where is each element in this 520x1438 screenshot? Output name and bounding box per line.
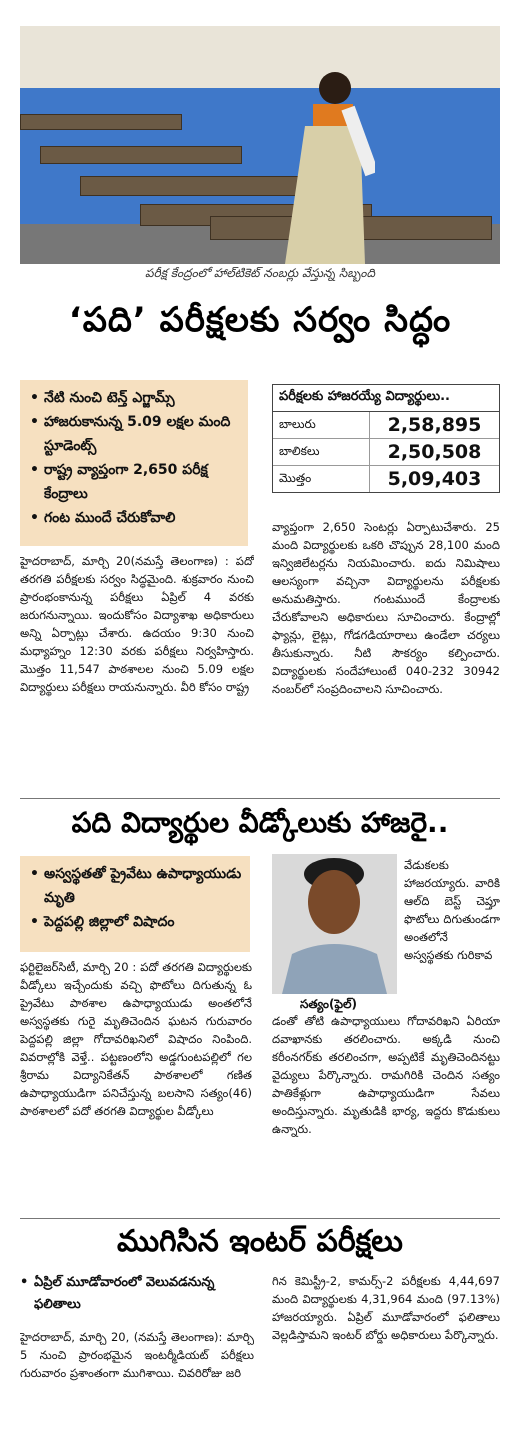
teacher-portrait xyxy=(272,854,397,994)
highlight-item: • రాష్ట్ర వ్యాప్తంగా 2,650 పరీక్ష కేంద్రాలు xyxy=(28,458,240,506)
story2-column-2: డంతో తోటి ఉపాధ్యాయులు గోదావరిఖని ఏరియా దవాఖానకు తరలించారు. అక్కడి నుంచి కరీంనగర్‌కు తరలించగా, అప్పటికే మృతిచెందినట్టు వైద్యులు పేర్కొన్నారు. రామగిరికి చెందిన సత్యం పాతికేళ్లుగా ఉపాధ్యాయుడిగా సేవలు అందిస్తున్నారు. మృతుడికి భార్య, ఇద్దరు కొడుకులు ఉన్నారు. xyxy=(272,1014,500,1136)
table-row xyxy=(273,412,499,439)
row-label: బాలికలు xyxy=(273,439,370,465)
divider xyxy=(20,1218,500,1219)
story1-highlights xyxy=(20,380,248,546)
exam-hall-photo xyxy=(20,26,500,264)
story1-headline: ‘పది’ పరీక్షలకు సర్వం సిద్ధం xyxy=(68,300,452,340)
row-value: 5,09,403 xyxy=(387,468,482,490)
highlight-item: • అస్వస్థతతో ప్రైవేటు ఉపాధ్యాయుడు మృతి xyxy=(28,862,242,910)
portrait-caption: సత్యం(ఫైల్) xyxy=(300,997,358,1011)
wall xyxy=(20,26,500,88)
highlight-item: • హాజరుకానున్న 5.09 లక్షల మంది స్టూడెంట్స్ xyxy=(28,410,240,458)
divider xyxy=(20,798,500,799)
photo-caption: పరీక్ష కేంద్రంలో హాల్‌టికెట్ నంబర్లు వేస్తున్న సిబ్బంది xyxy=(145,266,375,280)
bench xyxy=(20,114,182,130)
story1-column-1: హైదరాబాద్, మార్చి 20(నమస్తే తెలంగాణ) : పదో తరగతి పరీక్షలకు సర్వం సిద్ధమైంది. శుక్రవారం నుంచి ప్రారంభంకానున్న పరీక్షలు ఏప్రిల్ 4 వరకు జరుగనున్నాయి. ఇందుకోసం విద్యాశాఖ అధికారులు అన్ని ఏర్పాట్లు చేశారు. ఉదయం 9:30 నుంచి మధ్యాహ్నం 12:30 వరకు పరీక్షలు నిర్వహిస్తారు. మొత్తం 11,547 పాఠశాలల నుంచి 5.09 లక్షల విద్యార్థులు పరీక్షలు రాయనున్నారు. వీరి కోసం రాష్ట్ర xyxy=(20,554,254,694)
row-label: బాలురు xyxy=(273,412,370,438)
story3-headline: ముగిసిన ఇంటర్ పరీక్షలు xyxy=(117,1224,403,1259)
staff-member-figure xyxy=(265,66,375,264)
story2-side-text: వేడుకలకు హాజరయ్యారు. వారికి ఆల్‌ది బెస్ట్ చెప్తూ ఫొటోలు దిగుతుండగా అంతలోనే అస్వస్థతకు గురికావ xyxy=(404,858,500,962)
portrait-figure xyxy=(272,854,397,994)
story3-column-2: గిన కెమిస్ట్రీ-2, కామర్స్-2 పరీక్షలకు 4,44,697 మంది విద్యార్థులకు 4,31,964 మంది (97.13%) హాజరయ్యారు. ఏప్రిల్ మూడోవారంలో ఫలితాలు వెల్లడిస్తామని ఇంటర్ బోర్డు అధికారులు పేర్కొన్నారు. xyxy=(272,1274,500,1342)
story2-highlights xyxy=(20,856,250,952)
highlight-item: • నేటి నుంచి టెన్త్ ఎగ్జామ్స్ xyxy=(28,386,240,410)
highlight-text: ఏప్రిల్ మూడోవారంలో వెలువడనున్న ఫలితాలు xyxy=(34,1275,215,1312)
highlight-item: • గంట ముందే చేరుకోవాలి xyxy=(28,506,240,530)
story1-column-2: వ్యాప్తంగా 2,650 సెంటర్లు ఏర్పాటుచేశారు. 25 మంది విద్యార్థులకు ఒకరి చొప్పున 28,100 మంది ఇన్విజిలేటర్లను నియమించారు. ఐదు నిమిషాలు ఆలస్యంగా వచ్చినా విద్యార్థులను పరీక్షలకు అనుమతిస్తారు. గంటముందే కేంద్రాలకు చేరుకోవాలని అధికారులు సూచించారు. కేంద్రాల్లో ఫ్యాన్లు, లైట్లు, గోడగడియారాలు ఉండేలా చర్యలు తీసుకున్నారు. నీటి సౌకర్యం కల్పించారు. విద్యార్థులకు సందేహాలుంటే 040-232 30942 నంబర్‌లో సంప్రదించాలని సూచించారు. xyxy=(272,520,500,696)
story2-column-1: ఫర్టిలైజర్‌సిటీ, మార్చి 20 : పదో తరగతి విద్యార్థులకు వీడ్కోలు ఇచ్చేందుకు వచ్చి ఫొటోలు దిగుతున్న ఓ ప్రైవేటు పాఠశాల ఉపాధ్యాయుడు అంతలోనే అస్వస్థతకు గురై మృతిచెందిన ఘటన గురువారం పెద్దపల్లి జిల్లా గోదావరిఖనిలో విషాదం నింపింది. వివరాల్లోకి వెళ్తే.. పట్టణంలోని అడ్డగుంటపల్లిలో గల శ్రీరామ విద్యానికేతన్ పాఠశాలలో గణిత ఉపాధ్యాయుడిగా పనిచేస్తున్న బలసాని సత్యం(46) పాఠశాలలో పదో తరగతి విద్యార్థుల వీడ్కోలు xyxy=(20,960,252,1118)
story3-column-1: హైదరాబాద్, మార్చి 20, (నమస్తే తెలంగాణ): మార్చి 5 నుంచి ప్రారంభమైన ఇంటర్మీడియట్ పరీక్షలు గురువారం ప్రశాంతంగా ముగిశాయి. చివరిరోజు జరి xyxy=(20,1330,254,1380)
row-value: 2,50,508 xyxy=(387,441,482,463)
story3-highlights xyxy=(20,1272,254,1316)
story2-headline: పది విద్యార్థుల వీడ్కోలుకు హాజరై.. xyxy=(71,806,449,839)
table-row xyxy=(273,466,499,492)
table-row xyxy=(273,439,499,466)
bench xyxy=(40,146,242,164)
highlight-item: • పెద్దపల్లి జిల్లాలో విషాదం xyxy=(28,910,242,934)
row-label: మొత్తం xyxy=(273,466,370,492)
students-table xyxy=(272,384,500,493)
row-value: 2,58,895 xyxy=(387,414,482,436)
bullet: • xyxy=(20,1275,29,1290)
highlight-item xyxy=(20,1272,254,1316)
table-caption: పరీక్షలకు హాజరయ్యే విద్యార్థులు.. xyxy=(273,385,499,412)
